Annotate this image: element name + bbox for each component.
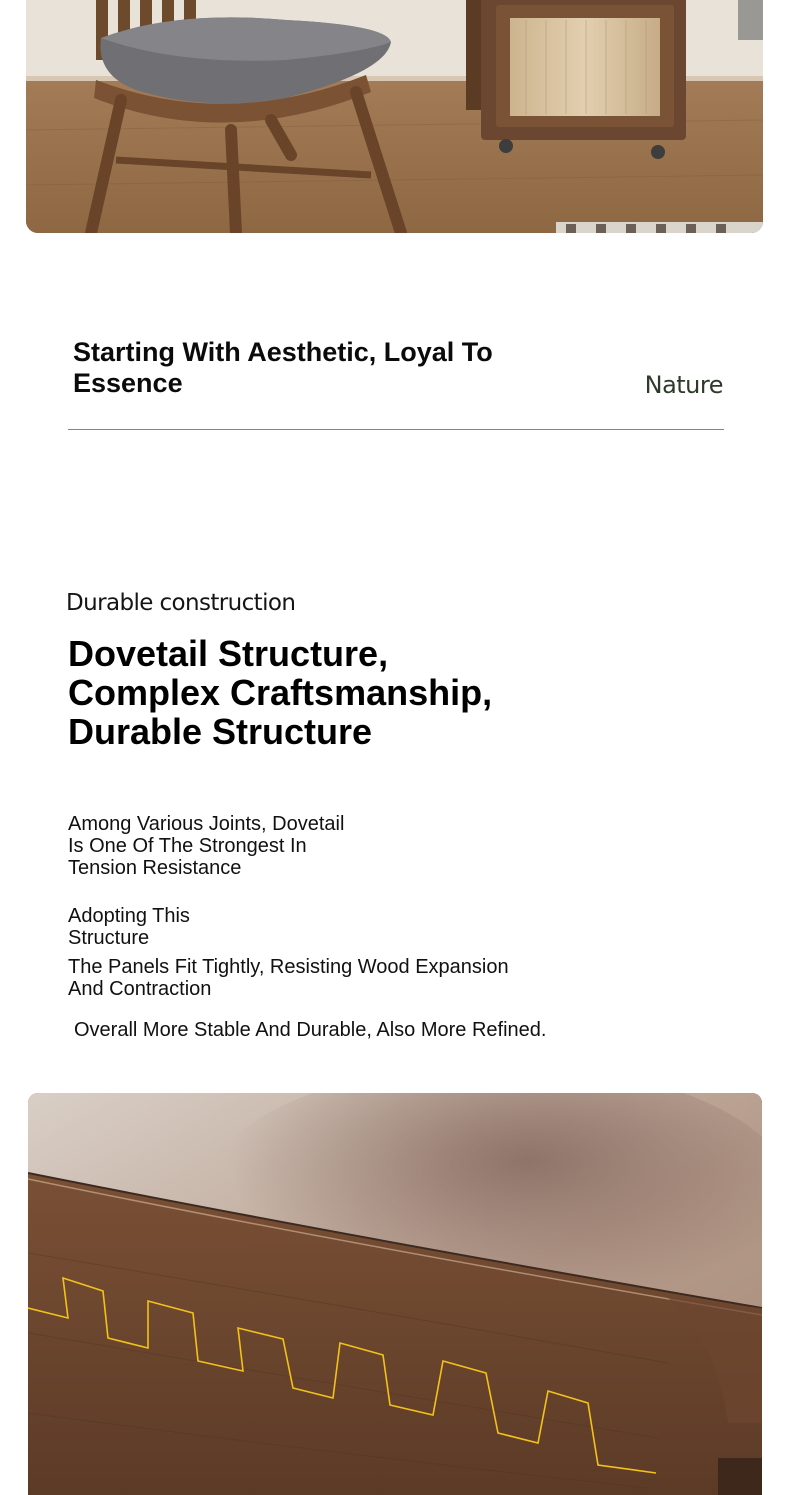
dovetail-detail-photo [28,1093,762,1495]
feature-heading [68,634,588,751]
body-paragraph-panels [68,956,509,1000]
body-line: Overall More Stable And Durable, Also More Refined. [74,1019,547,1041]
feature-heading-line: Complex Craftsmanship, [68,672,493,713]
feature-kicker: Durable construction [66,590,296,616]
dovetail-photo-illustration [28,1093,762,1495]
body-paragraph-structure [68,905,190,949]
hero-photo-illustration [26,0,763,233]
body-line: Among Various Joints, Dovetail [68,813,345,835]
body-line: The Panels Fit Tightly, Resisting Wood Expansion [68,956,509,978]
body-line: Adopting This [68,905,190,927]
body-line: Is One Of The Strongest In [68,835,307,857]
section-title: Starting With Aesthetic, Loyal To Essence [73,337,493,398]
section-tag: Nature [644,371,723,399]
body-line: Structure [68,927,150,949]
body-paragraph-stability [74,1019,546,1041]
body-line: And Contraction [68,978,212,1000]
section-divider [68,429,724,430]
feature-heading-line: Dovetail Structure, [68,633,389,674]
hero-product-photo [26,0,763,233]
body-line: Tension Resistance [68,857,242,879]
feature-heading-line: Durable Structure [68,711,373,752]
body-paragraph-joints [68,813,344,879]
